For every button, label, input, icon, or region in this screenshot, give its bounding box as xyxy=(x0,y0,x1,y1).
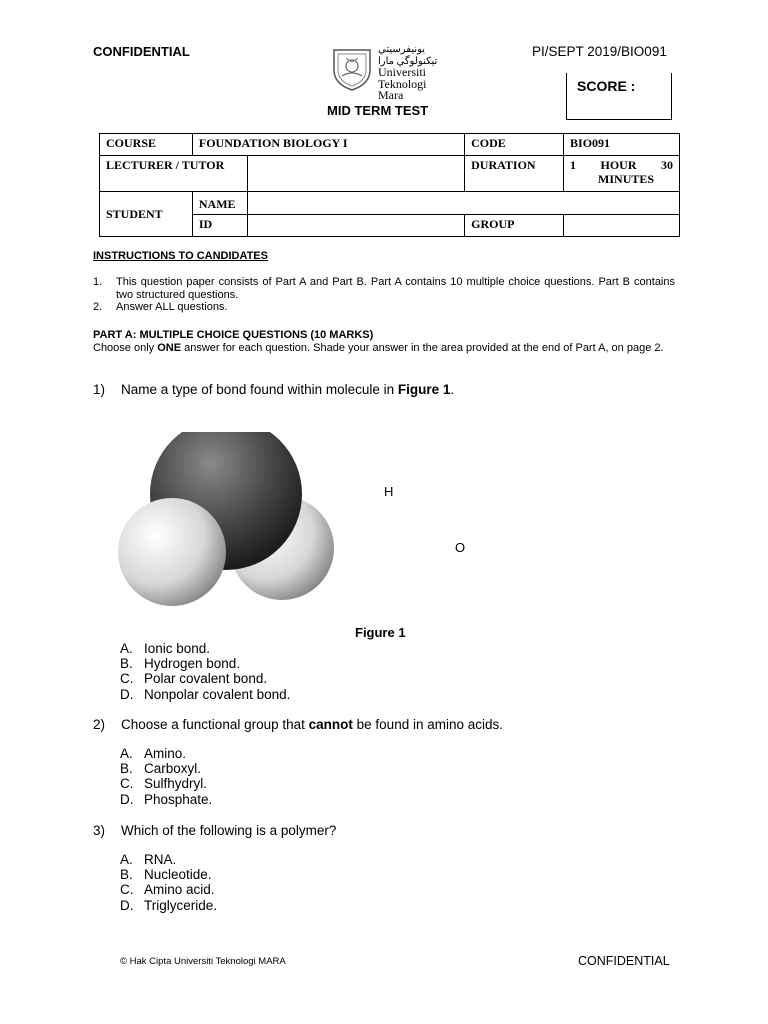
logo-jawi: ﻳﻮﻧﻴﻔﺮﺳﻴﺘﻲ ﺗﻴﻜﻨﻮﻟﻮﮔﻲ ﻣﺎرا xyxy=(378,44,438,67)
option-text: Amino acid. xyxy=(144,882,215,898)
option[interactable] xyxy=(120,882,217,897)
exam-info-table xyxy=(99,133,680,237)
lecturer-field[interactable] xyxy=(247,156,464,192)
option[interactable] xyxy=(120,792,212,807)
duration-label: DURATION xyxy=(465,156,564,192)
part-a-desc-text: Choose only xyxy=(93,342,158,354)
question-number: 2) xyxy=(93,717,106,732)
instruction-text: Answer ALL questions. xyxy=(116,301,228,313)
question-text xyxy=(121,823,336,838)
footer-confidential: CONFIDENTIAL xyxy=(578,954,670,968)
university-logo xyxy=(330,44,454,100)
question-text-part: be found in amino acids. xyxy=(352,717,504,732)
group-field[interactable] xyxy=(564,215,680,237)
question-number: 3) xyxy=(93,823,106,838)
instructions-title: INSTRUCTIONS TO CANDIDATES xyxy=(93,250,268,262)
part-a-description xyxy=(93,342,675,355)
logo-line-1: Universiti xyxy=(378,65,426,79)
question-text xyxy=(121,382,454,397)
option-letter: C. xyxy=(120,776,134,792)
code-label: CODE xyxy=(465,134,564,156)
duration-number: 1 xyxy=(570,158,577,172)
option-letter: B. xyxy=(120,761,133,777)
question-text-part: . xyxy=(450,382,455,397)
option-text: RNA. xyxy=(144,852,177,867)
atom-label-o: O xyxy=(455,540,466,555)
student-label: STUDENT xyxy=(100,192,193,237)
group-label: GROUP xyxy=(465,215,564,237)
option-text: Nonpolar covalent bond. xyxy=(144,686,291,702)
question-text-bold: Figure 1 xyxy=(397,382,451,397)
option-text: Amino. xyxy=(144,746,187,761)
course-label: COURSE xyxy=(100,134,193,156)
page-title: MID TERM TEST xyxy=(327,103,429,118)
logo-line-2: Teknologi xyxy=(378,76,427,91)
question-3-options xyxy=(120,852,217,913)
name-label: NAME xyxy=(192,192,247,215)
instruction-item xyxy=(93,276,675,301)
id-label: ID xyxy=(192,215,247,237)
option-text: Sulfhydryl. xyxy=(144,776,208,792)
duration-unit: HOUR xyxy=(600,158,637,172)
hydrogen-atom-left xyxy=(118,498,226,606)
question-text-part: Which of the following is a polymer? xyxy=(121,823,337,838)
option[interactable] xyxy=(120,852,217,867)
option-text: Hydrogen bond. xyxy=(144,656,241,672)
part-a-title: PART A: MULTIPLE CHOICE QUESTIONS (10 MARKS) xyxy=(93,329,374,341)
id-field[interactable] xyxy=(247,215,464,237)
option-text: Phosphate. xyxy=(144,791,213,807)
option-letter: C. xyxy=(120,671,134,687)
instruction-number: 2. xyxy=(93,301,103,313)
option-letter: D. xyxy=(120,897,134,913)
instruction-number: 1. xyxy=(93,276,103,288)
question-text-bold: cannot xyxy=(308,717,353,732)
option[interactable] xyxy=(120,656,290,671)
option-letter: B. xyxy=(120,656,133,672)
code-value: BIO091 xyxy=(564,134,680,156)
question-text-part: Choose a functional group that xyxy=(121,717,309,732)
duration-minutes-label: MINUTES xyxy=(598,172,655,186)
score-label: SCORE : xyxy=(577,78,636,94)
instructions-list xyxy=(93,276,675,314)
part-a-desc-text-2: answer for each question. Shade your answer in the area provided at the end of Part A, on page 2. xyxy=(181,342,664,354)
crest-icon xyxy=(330,44,374,92)
instruction-text: This question paper consists of Part A and Part B. Part A contains 10 multiple choice questions. Part B contains two structured questions. xyxy=(116,276,675,301)
footer-copyright: © Hak Cipta Universiti Teknologi MARA xyxy=(120,956,286,967)
option[interactable] xyxy=(120,867,217,882)
duration-minutes-number: 30 xyxy=(660,158,673,172)
option-text: Ionic bond. xyxy=(144,641,211,656)
logo-wordmark xyxy=(378,44,454,102)
option-letter: B. xyxy=(120,867,133,883)
option-text: Nucleotide. xyxy=(144,867,212,883)
question-2-options xyxy=(120,746,212,807)
question-1-options xyxy=(120,641,290,702)
option-letter: D. xyxy=(120,791,134,807)
option-text: Triglyceride. xyxy=(144,897,218,913)
option-letter: A. xyxy=(120,746,133,761)
name-field[interactable] xyxy=(247,192,679,215)
lecturer-label: LECTURER / TUTOR xyxy=(100,156,248,192)
header-confidential: CONFIDENTIAL xyxy=(93,44,190,59)
option[interactable] xyxy=(120,776,212,791)
option[interactable] xyxy=(120,898,217,913)
part-a-desc-bold: ONE xyxy=(157,342,182,354)
atom-label-h: H xyxy=(384,484,394,499)
option[interactable] xyxy=(120,761,212,776)
option-letter: A. xyxy=(120,852,133,867)
question-text xyxy=(121,717,503,732)
option-letter: D. xyxy=(120,686,134,702)
paper-code: PI/SEPT 2019/BIO091 xyxy=(532,44,667,59)
option-text: Carboxyl. xyxy=(144,761,202,777)
logo-line-3: Mara xyxy=(378,88,404,102)
question-number: 1) xyxy=(93,382,106,397)
question-text-part: Name a type of bond found within molecule in xyxy=(121,382,398,397)
option-text: Polar covalent bond. xyxy=(144,671,268,687)
option-letter: A. xyxy=(120,641,133,656)
option[interactable] xyxy=(120,671,290,686)
instruction-item xyxy=(93,301,675,314)
course-value: FOUNDATION BIOLOGY I xyxy=(192,134,464,156)
option[interactable] xyxy=(120,687,290,702)
water-molecule-figure xyxy=(110,432,350,612)
duration-value xyxy=(564,156,680,192)
figure-caption: Figure 1 xyxy=(355,625,406,640)
option[interactable] xyxy=(120,641,290,656)
option-letter: C. xyxy=(120,882,134,898)
option[interactable] xyxy=(120,746,212,761)
